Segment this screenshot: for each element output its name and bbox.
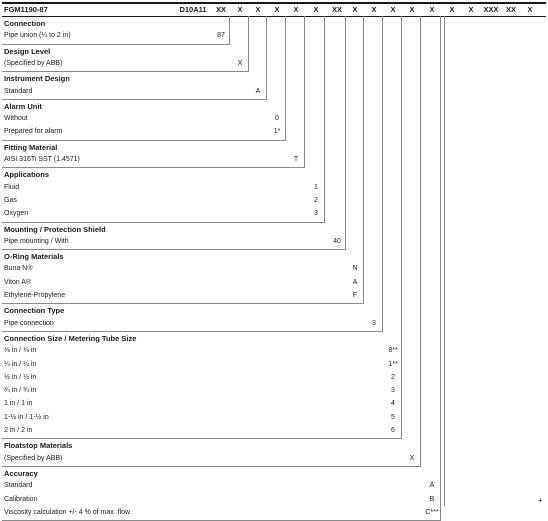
header-code-7: XX xyxy=(331,5,342,14)
section-rule xyxy=(2,99,266,100)
option-code: N xyxy=(352,265,358,273)
section-title: Design Level xyxy=(4,46,51,56)
section-title: Alarm Unit xyxy=(4,101,42,111)
option-label: Without xyxy=(4,115,28,123)
column-connector xyxy=(420,16,421,467)
option-label: Prepared for alarm xyxy=(4,128,63,136)
option-code: 1** xyxy=(388,360,398,368)
option-label: Standard xyxy=(4,482,33,490)
option-code: 2 xyxy=(314,196,318,204)
header-code-6: X xyxy=(313,5,319,14)
option-label: 2 in / 2 in xyxy=(4,427,33,434)
section-title: Floatstop Materials xyxy=(4,441,73,451)
option-label: Pipe mounting / With xyxy=(4,237,69,245)
section-title: Connection Size / Metering Tube Size xyxy=(4,333,137,343)
header-code-13: X xyxy=(449,5,455,14)
section-title: Applications xyxy=(4,170,50,180)
section-rule xyxy=(2,438,401,439)
section-title: Accuracy xyxy=(4,468,38,478)
section-title: Instrument Design xyxy=(4,74,70,84)
option-code: X xyxy=(409,454,415,462)
option-label: AISI 316Ti SST (1.4571) xyxy=(4,156,80,163)
option-label: Fluid xyxy=(4,183,20,191)
option-code: T xyxy=(293,156,299,163)
option-code: 4 xyxy=(391,400,395,408)
header-code-4: X xyxy=(274,5,280,14)
header-code-0: D10A11 xyxy=(179,5,207,14)
column-connector xyxy=(363,16,364,304)
option-code: 1 xyxy=(314,183,318,191)
option-label: Buna N® xyxy=(4,265,33,273)
section-title: Mounting / Protection Shield xyxy=(4,224,106,234)
header-code-11: X xyxy=(409,5,415,14)
option-code: 87 xyxy=(217,32,225,40)
section-rule xyxy=(2,303,363,304)
option-code: 3 xyxy=(372,319,376,327)
header-code-3: X xyxy=(255,5,261,14)
column-connector xyxy=(266,16,267,100)
option-label: Pipe union (¼ to 2 in) xyxy=(4,32,71,40)
option-label: (Specified by ABB) xyxy=(4,454,63,462)
section-rule xyxy=(2,466,420,467)
column-connector xyxy=(440,16,441,521)
column-connector xyxy=(382,16,383,332)
section-rule xyxy=(2,249,345,250)
header-code-12: X xyxy=(429,5,435,14)
section-rule xyxy=(2,222,324,223)
option-label: (Specified by ABB) xyxy=(4,59,63,67)
column-connector xyxy=(229,16,230,45)
option-label: Oxygen xyxy=(4,210,29,218)
option-code: 6 xyxy=(391,427,395,434)
header-code-17: X xyxy=(527,5,533,14)
option-label: 1-½ in / 1-½ in xyxy=(4,413,49,421)
option-label: Gas xyxy=(4,196,17,204)
section-rule xyxy=(2,140,285,141)
option-code: 2 xyxy=(391,373,395,381)
section-rule xyxy=(2,71,248,72)
option-code: 1* xyxy=(273,128,281,136)
option-label: Standard xyxy=(4,87,33,95)
section-title: Connection Type xyxy=(4,306,65,316)
option-label: Viton A® xyxy=(4,278,32,286)
section-title: Fitting Material xyxy=(4,142,58,152)
option-code: A xyxy=(255,87,261,95)
option-code: 0 xyxy=(275,115,279,123)
header-code-15: XXX xyxy=(483,5,499,14)
option-label: ¾ in / ¾ in xyxy=(4,387,37,395)
header-top-rule xyxy=(2,2,546,4)
option-label: Pipe connection xyxy=(4,319,54,327)
section-rule xyxy=(2,167,304,168)
option-code: 3 xyxy=(391,387,395,395)
column-connector xyxy=(285,16,286,141)
section-rule xyxy=(2,44,229,45)
option-code: X xyxy=(237,59,243,67)
option-label: Calibration xyxy=(4,495,38,503)
option-code: 5 xyxy=(391,413,395,421)
section-title: Connection xyxy=(4,19,46,28)
continuation-mark: + xyxy=(538,496,543,505)
option-code: 8** xyxy=(388,347,398,355)
header-code-1: XX xyxy=(215,5,226,14)
column-connector xyxy=(304,16,305,168)
header-code-14: X xyxy=(468,5,474,14)
header-code-9: X xyxy=(371,5,377,14)
option-code: B xyxy=(429,495,435,503)
header-code-16: XX xyxy=(505,5,516,14)
option-code: A xyxy=(429,482,435,490)
option-label: ½ in / ½ in xyxy=(4,373,37,381)
option-code: 40 xyxy=(333,237,341,245)
right-frame-line xyxy=(444,16,445,506)
column-connector xyxy=(345,16,346,250)
option-label: Ethylene-Propylene xyxy=(4,292,66,299)
header-bottom-rule xyxy=(2,16,546,17)
option-label: 1 in / 1 in xyxy=(4,400,33,408)
option-code: 3 xyxy=(314,210,318,218)
header-code-8: X xyxy=(352,5,358,14)
header-code-10: X xyxy=(390,5,396,14)
model-number: FGM1190-87 xyxy=(4,5,48,14)
header-code-5: X xyxy=(293,5,299,14)
option-code: A xyxy=(352,278,358,286)
option-label: ⅛ in / ⅛ in xyxy=(4,347,37,355)
column-connector xyxy=(401,16,402,439)
section-rule xyxy=(2,331,382,332)
option-code: F xyxy=(352,292,358,299)
option-label: Viscosity calculation +/- 4 % of max. flow xyxy=(4,508,131,516)
column-connector xyxy=(324,16,325,223)
column-connector xyxy=(248,16,249,72)
option-label: ¼ in / ¼ in xyxy=(4,360,37,368)
section-title: O-Ring Materials xyxy=(4,252,64,262)
option-code: C*** xyxy=(425,508,439,516)
header-code-2: X xyxy=(237,5,243,14)
